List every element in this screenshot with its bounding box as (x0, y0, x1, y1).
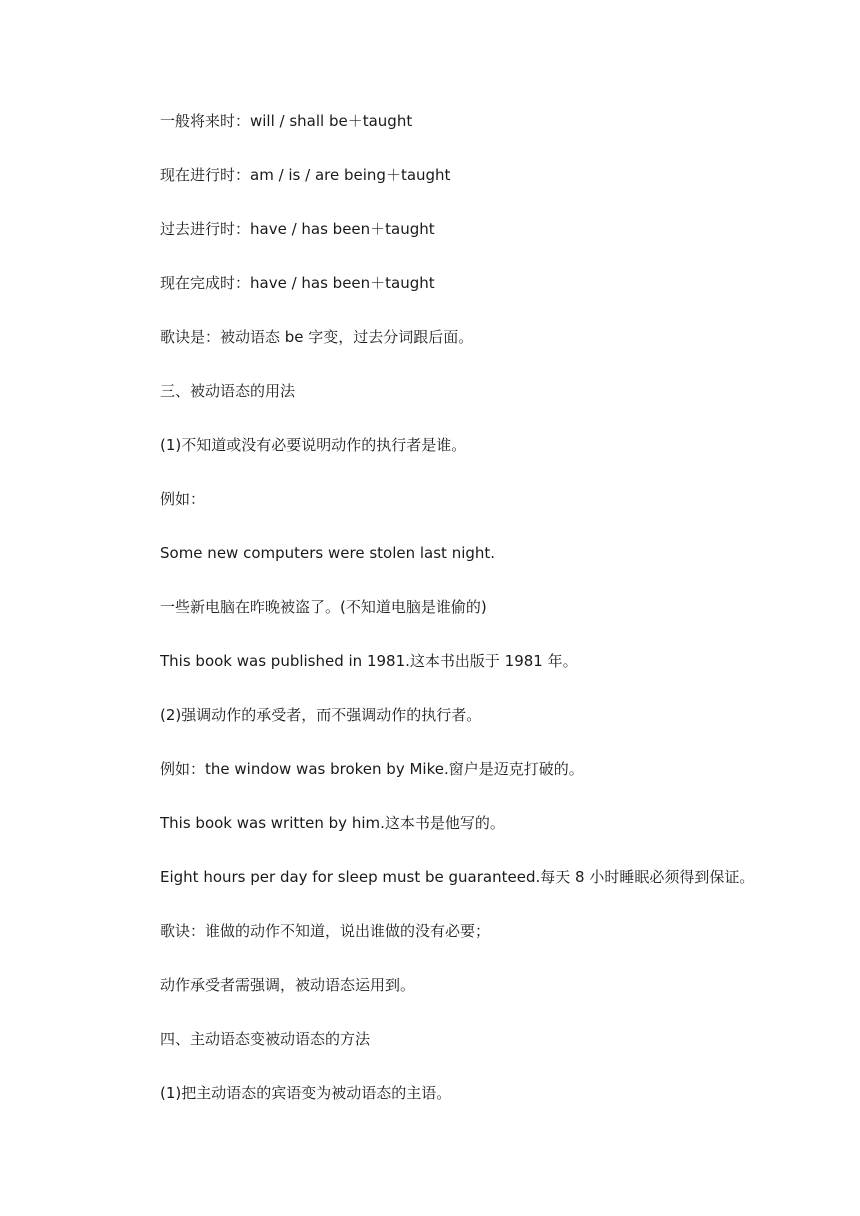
text-line-example-2: This book was published in 1981.这本书出版于 1981 年。 (160, 652, 578, 670)
text-line-rhyme-1: 歌诀是：被动语态 be 字变，过去分词跟后面。 (160, 328, 474, 346)
section-heading-conversion: 四、主动语态变被动语态的方法 (160, 1030, 371, 1048)
text-line-rhyme-2: 歌诀：谁做的动作不知道，说出谁做的没有必要； (160, 922, 491, 940)
text-line-present-perfect: 现在完成时：have / has been＋taught (160, 274, 435, 292)
text-line-example-5: Eight hours per day for sleep must be guaranteed.每天 8 小时睡眠必须得到保证。 (160, 868, 755, 886)
text-line-conversion-1: (1)把主动语态的宾语变为被动语态的主语。 (160, 1084, 452, 1102)
text-line-example-label-1: 例如： (160, 490, 206, 508)
text-line-future-tense: 一般将来时：will / shall be＋taught (160, 112, 413, 130)
text-line-example-3: 例如：the window was broken by Mike.窗户是迈克打破的。 (160, 760, 584, 778)
text-line-example-1-en: Some new computers were stolen last night. (160, 544, 496, 562)
text-line-example-4: This book was written by him.这本书是他写的。 (160, 814, 505, 832)
text-line-past-progressive: 过去进行时：have / has been＋taught (160, 220, 435, 238)
text-line-usage-2: (2)强调动作的承受者，而不强调动作的执行者。 (160, 706, 482, 724)
section-heading-usage: 三、被动语态的用法 (160, 382, 296, 400)
text-line-usage-1: (1)不知道或没有必要说明动作的执行者是谁。 (160, 436, 467, 454)
text-line-rhyme-3: 动作承受者需强调，被动语态运用到。 (160, 976, 416, 994)
text-line-present-progressive: 现在进行时：am / is / are being＋taught (160, 166, 451, 184)
text-line-example-1-zh: 一些新电脑在昨晚被盗了。(不知道电脑是谁偷的) (160, 598, 487, 616)
